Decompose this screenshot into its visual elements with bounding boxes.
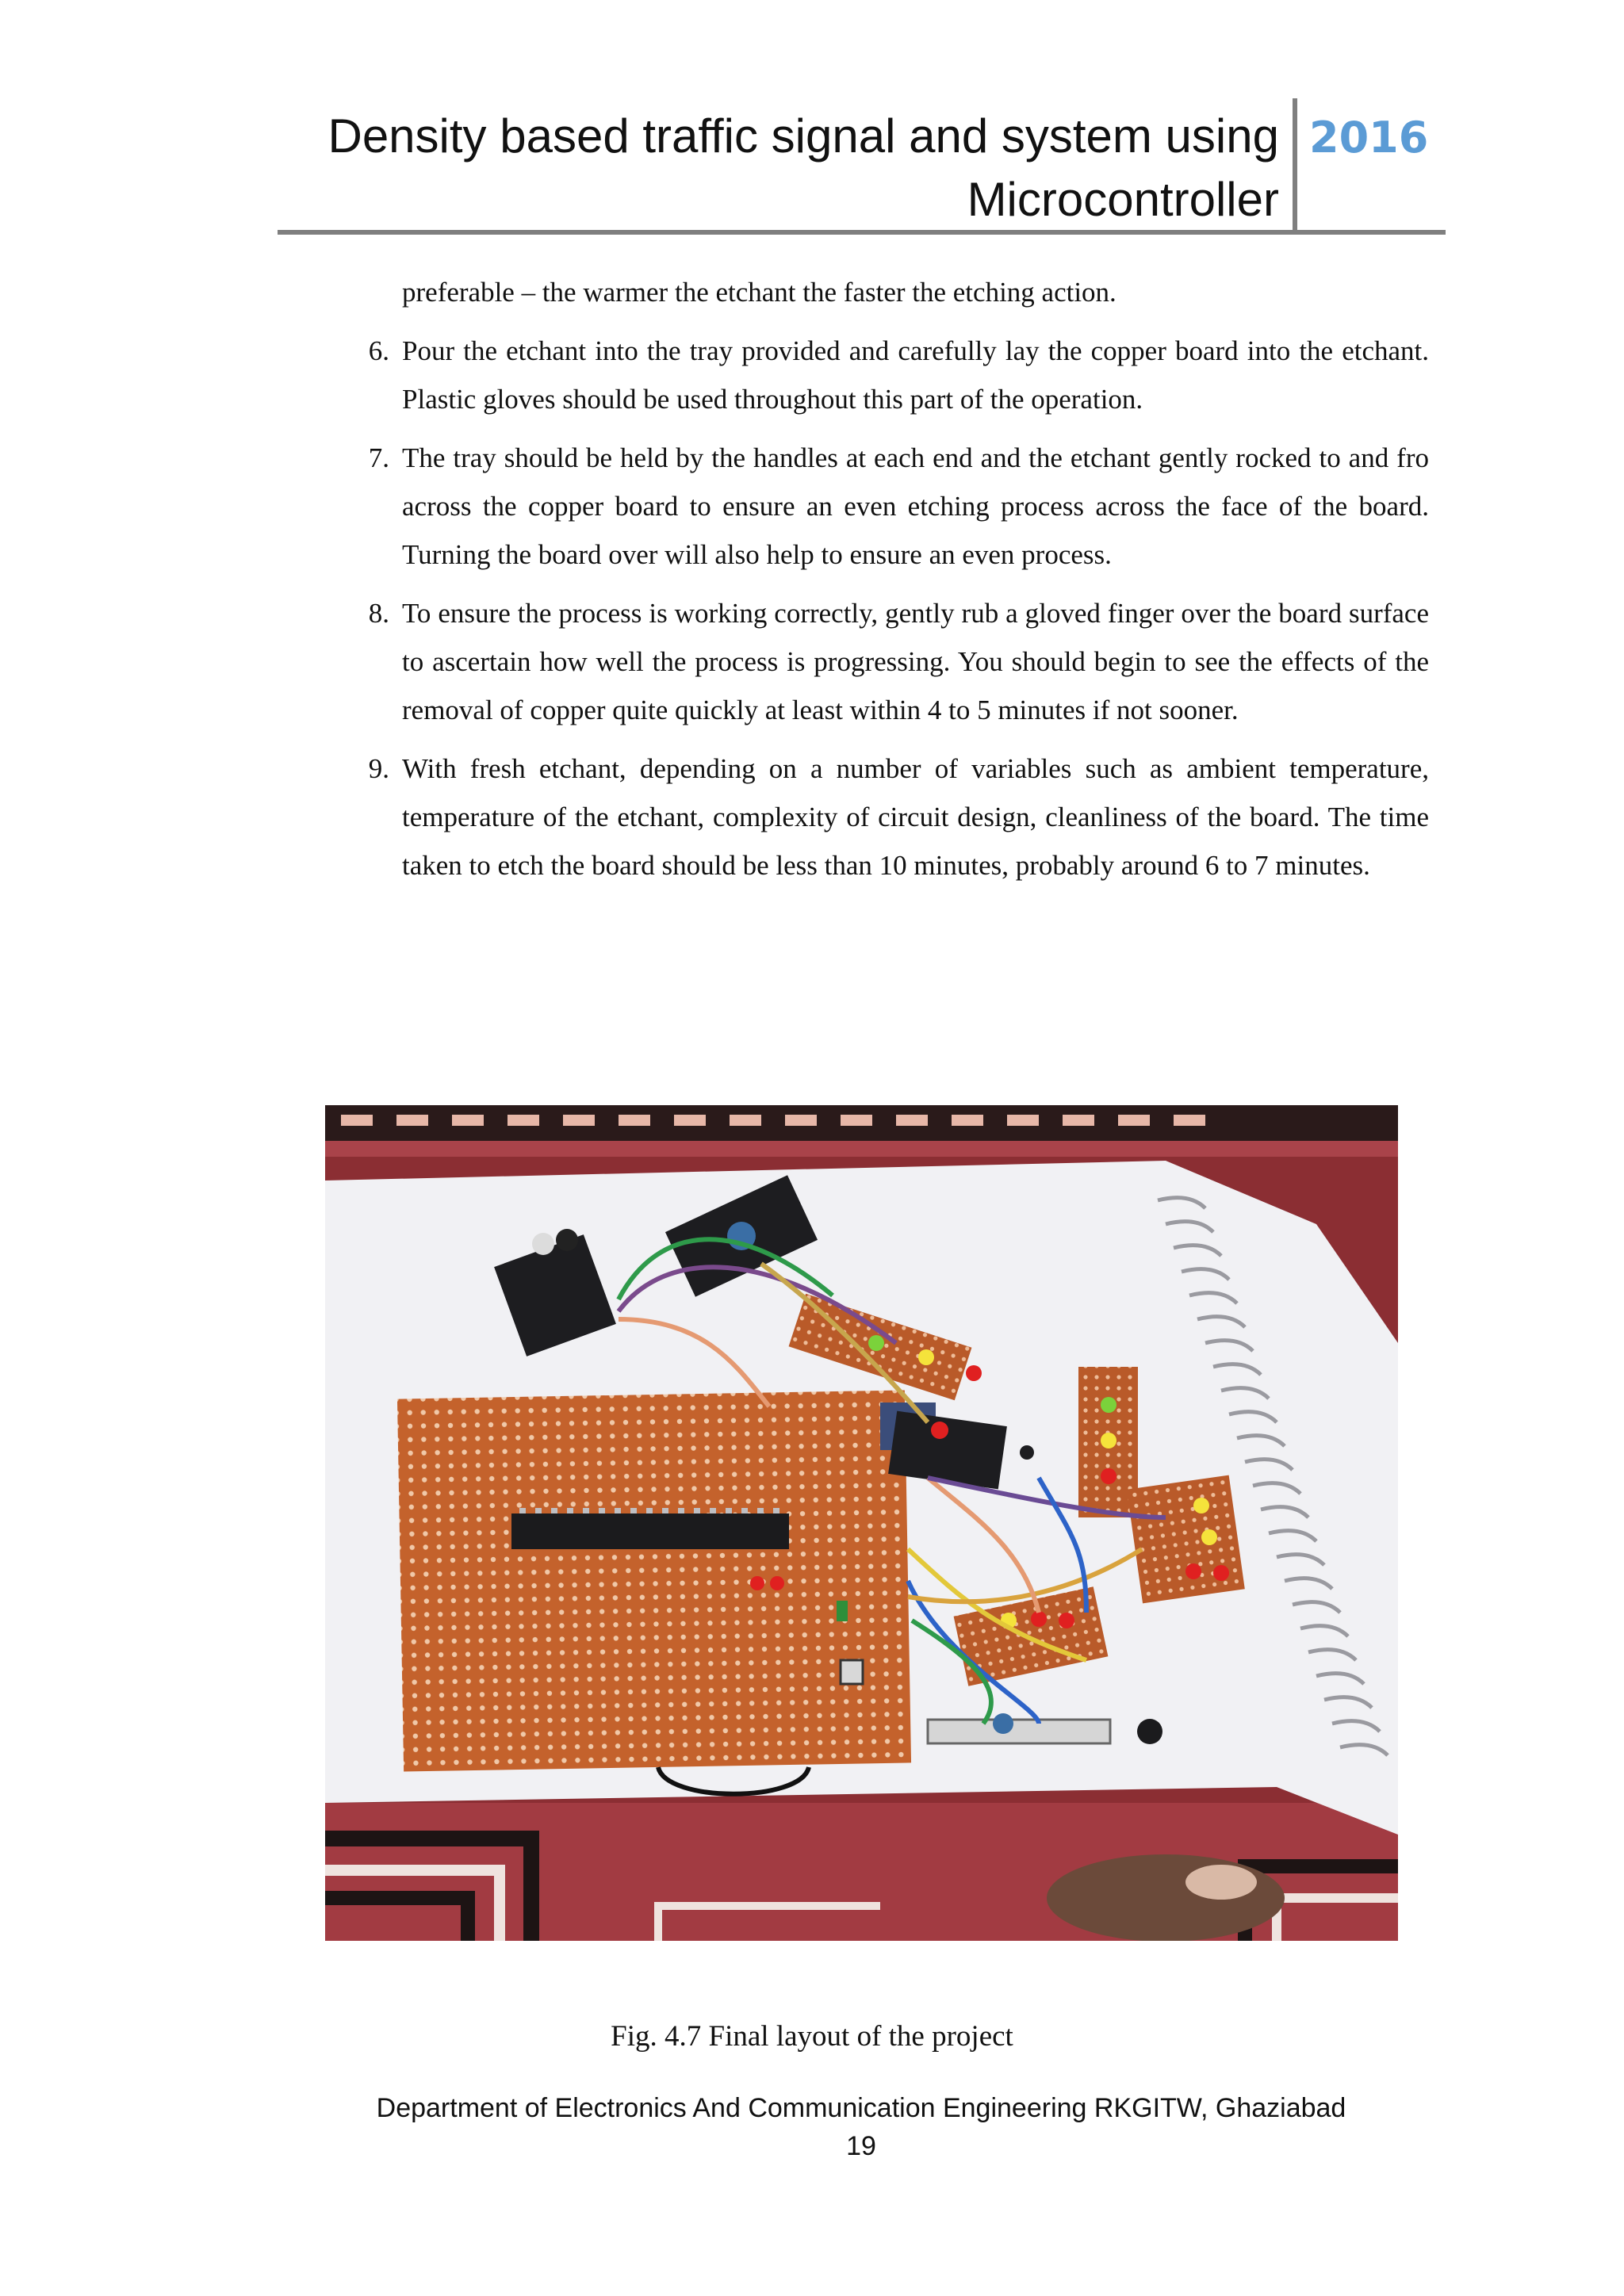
continuation-text: preferable – the warmer the etchant the faster the etching action. bbox=[402, 277, 1116, 308]
list-item bbox=[345, 327, 1429, 423]
list-item bbox=[345, 744, 1429, 890]
step-number: 7. bbox=[368, 442, 389, 473]
step-number: 8. bbox=[368, 598, 389, 629]
title-line-2: Microcontroller bbox=[967, 173, 1279, 226]
step-number: 6. bbox=[368, 335, 389, 366]
page-number: 19 bbox=[846, 2131, 876, 2161]
step-text: Pour the etchant into the tray provided and carefully lay the copper board into the etchant. Plastic gloves should be used throughout this part of the operation. bbox=[402, 335, 1429, 415]
step-number: 9. bbox=[368, 753, 389, 784]
project-photo bbox=[325, 1105, 1398, 1941]
body-text bbox=[345, 268, 1429, 900]
document-title bbox=[248, 105, 1279, 232]
step-text: The tray should be held by the handles at each end and the etchant gently rocked to and fro across the copper board to ensure an even etching process across the face of the board. Turning the board over will also help to ensure an even process. bbox=[402, 442, 1429, 570]
step-text: To ensure the process is working correctly, gently rub a gloved finger over the board surface to ascertain how well the process is progressing. You should begin to see the effects of the removal of copper quite quickly at least within 4 to 5 minutes if not sooner. bbox=[402, 598, 1429, 725]
step-text: With fresh etchant, depending on a number of variables such as ambient temperature, temperature of the etchant, complexity of circuit design, cleanliness of the board. The time taken to etch the board should be less than 10 minutes, probably around 6 to 7 minutes. bbox=[402, 753, 1429, 881]
list-item bbox=[345, 589, 1429, 734]
list-item bbox=[345, 434, 1429, 579]
title-line-1: Density based traffic signal and system using bbox=[327, 109, 1279, 163]
footer-department: Department of Electronics And Communication Engineering RKGITW, Ghaziabad bbox=[376, 2093, 1346, 2123]
header-year: 2016 bbox=[1309, 113, 1429, 163]
figure-caption: Fig. 4.7 Final layout of the project bbox=[611, 2020, 1013, 2053]
header-divider bbox=[1293, 98, 1297, 233]
continuation-paragraph bbox=[345, 268, 1429, 316]
header-rule bbox=[278, 230, 1446, 235]
